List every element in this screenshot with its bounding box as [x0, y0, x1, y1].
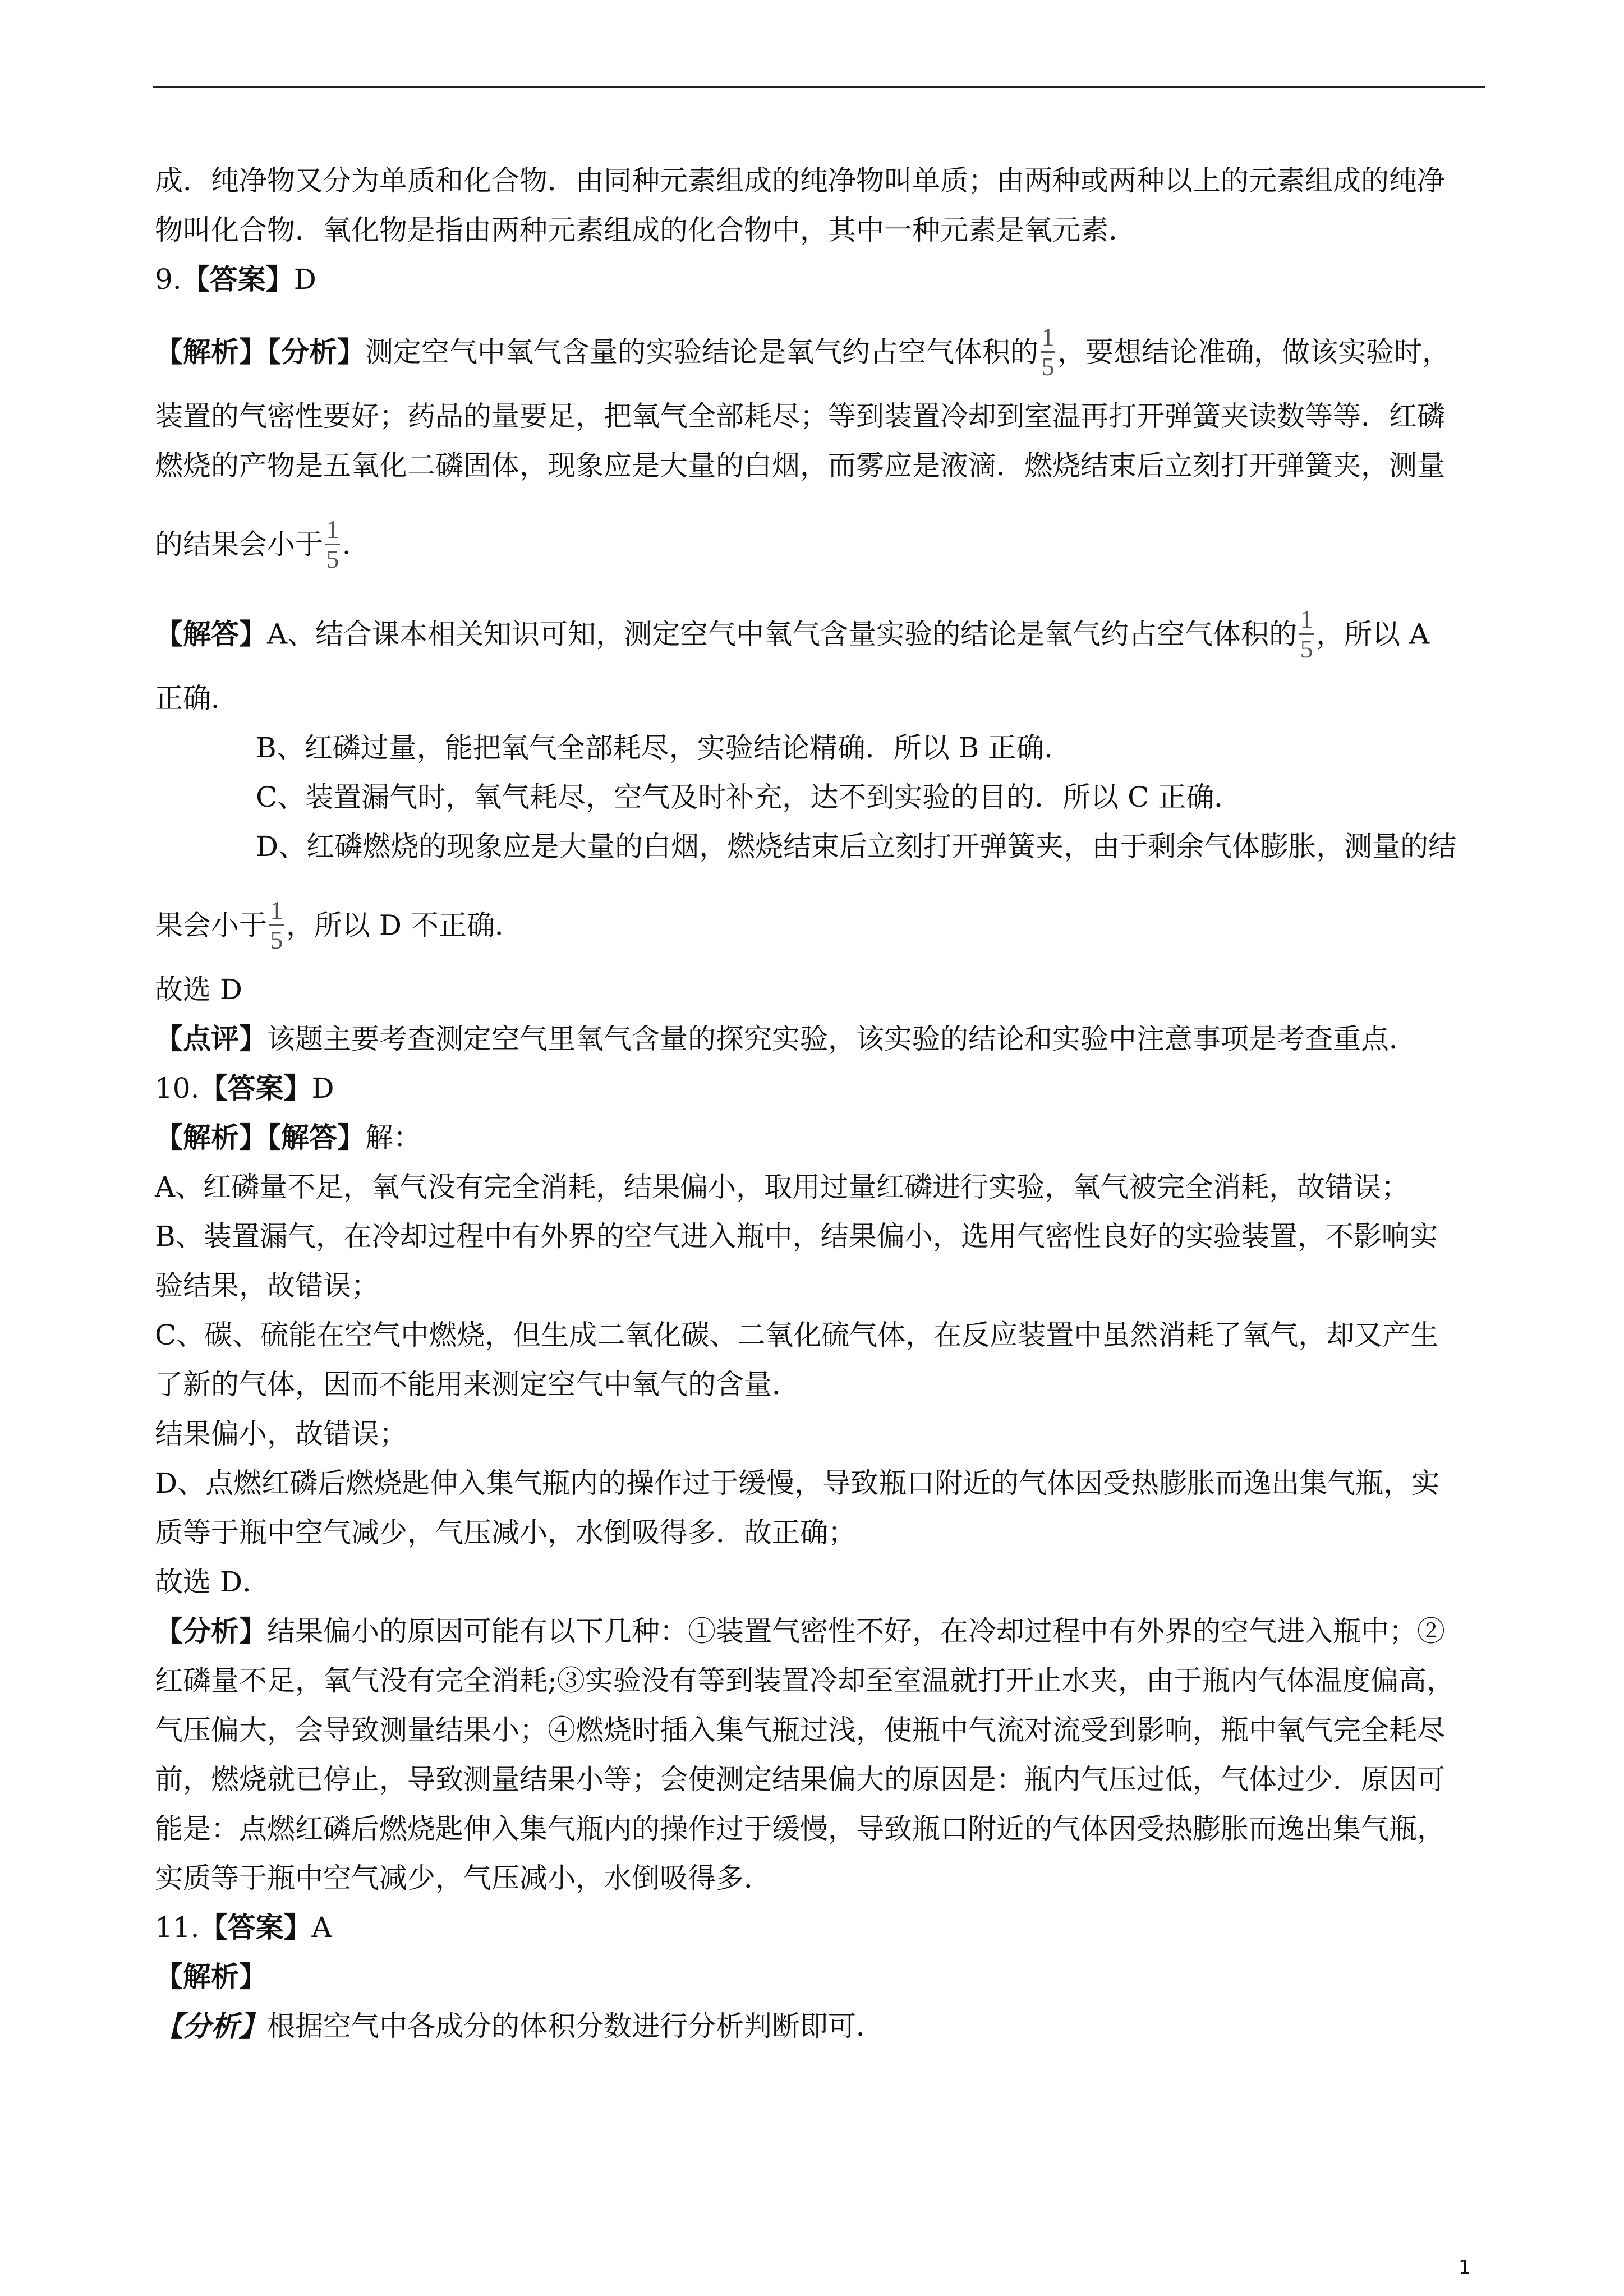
text-span: A、结合课本相关知识可知，测定空气中氧气含量实验的结论是氧气约占空气体积的 — [267, 618, 1298, 651]
text-line: B、装置漏气，在冷却过程中有外界的空气进入瓶中，结果偏小，选用气密性良好的实验装置，不影响实 — [155, 1220, 1438, 1253]
fraction-denominator: 5 — [1300, 634, 1313, 663]
text-line: 正确． — [155, 682, 239, 715]
analysis-line — [155, 1959, 267, 1995]
text-line: 故选 D． — [155, 1566, 270, 1598]
analysis-line — [155, 2008, 884, 2044]
text-line: 成．纯净物又分为单质和化合物．由同种元素组成的纯净物叫单质；由两种或两种以上的元素组成的纯净 — [155, 164, 1445, 197]
analysis-tag: 【解析】 — [155, 1960, 267, 1993]
text-line: 结果偏小，故错误； — [155, 1418, 407, 1450]
analysis-tag: 【分析】 — [155, 2009, 267, 2042]
answer-value: D — [311, 1072, 334, 1105]
text-line: C、碳、硫能在空气中燃烧，但生成二氧化碳、二氧化硫气体，在反应装置中虽然消耗了氧气，却又产生 — [155, 1319, 1439, 1351]
fraction-numerator: 1 — [1041, 323, 1055, 351]
text-line: B、红磷过量，能把氧气全部耗尽，实验结论精确．所以 B 正确． — [256, 731, 1073, 764]
answer-line-9 — [155, 261, 316, 297]
text-span: ，所以 A — [1316, 618, 1430, 651]
fraction-denominator: 5 — [270, 926, 283, 954]
text-line: 验结果，故错误； — [155, 1269, 379, 1302]
text-line: C、装置漏气时，氧气耗尽，空气及时补充，达不到实验的目的．所以 C 正确． — [256, 781, 1243, 813]
text-line: 质等于瓶中空气减少，气压减小，水倒吸得多．故正确； — [155, 1516, 856, 1549]
text-line: 能是：点燃红磷后燃烧匙伸入集气瓶内的操作过于缓慢，导致瓶口附近的气体因受热膨胀而逸出集气瓶， — [155, 1812, 1445, 1845]
solution-line — [155, 605, 1430, 663]
text-line: A、红磷量不足，氧气没有完全消耗，结果偏小，取用过量红磷进行实验，氧气被完全消耗，故错误； — [155, 1171, 1410, 1203]
text-span: 测定空气中氧气含量的实验结论是氧气约占空气体积的 — [365, 335, 1038, 369]
fraction-numerator: 1 — [270, 896, 283, 924]
text-span: 结果偏小的原因可能有以下几种：①装置气密性不好，在冷却过程中有外界的空气进入瓶中；② — [267, 1615, 1445, 1648]
question-number: 9. — [155, 263, 182, 296]
text-line: 燃烧的产物是五氧化二磷固体，现象应是大量的白烟，而雾应是液滴．燃烧结束后立刻打开弹簧夹，测量 — [155, 449, 1445, 482]
text-line: 气压偏大，会导致测量结果小；④燃烧时插入集气瓶过浅，使瓶中气流对流受到影响，瓶中氧气完全耗尽 — [155, 1714, 1445, 1746]
fraction-numerator: 1 — [1300, 605, 1313, 633]
header-rule — [153, 86, 1485, 88]
fraction-numerator: 1 — [326, 515, 339, 544]
analysis-line — [155, 1613, 1445, 1649]
fraction-one-fifth — [1041, 324, 1055, 380]
answer-line-10 — [155, 1070, 334, 1106]
text-span: ，所以 D 不正确． — [286, 909, 523, 942]
text-line: 实质等于瓶中空气减少，气压减小，水倒吸得多． — [155, 1862, 772, 1894]
solution-tag: 【解答】 — [155, 617, 267, 651]
analysis-tag: 【分析】 — [155, 1614, 267, 1648]
fraction-denominator: 5 — [326, 545, 339, 573]
text-line: 故选 D — [155, 973, 242, 1006]
text-span: 该题主要考查测定空气里氧气含量的探究实验，该实验的结论和实验中注意事项是考查重点． — [267, 1023, 1417, 1055]
fraction-one-fifth — [269, 898, 284, 953]
text-span: 解： — [365, 1121, 421, 1154]
text-line — [155, 515, 370, 573]
text-span: 根据空气中各成分的体积分数进行分析判断即可． — [267, 2010, 884, 2042]
text-span: 果会小于 — [155, 909, 267, 942]
analysis-tag: 【解析】【解答】 — [155, 1121, 365, 1154]
fraction-denominator: 5 — [1041, 352, 1055, 381]
fraction-one-fifth — [1299, 606, 1314, 662]
text-line — [155, 896, 523, 954]
text-span: ，要想结论准确，做该实验时， — [1057, 335, 1450, 369]
analysis-line — [155, 1120, 421, 1156]
answer-tag: 【答案】 — [199, 1911, 312, 1944]
fraction-one-fifth — [325, 517, 340, 572]
analysis-tag: 【解析】【分析】 — [155, 335, 365, 369]
comment-line — [155, 1021, 1417, 1057]
text-line: 物叫化合物．氧化物是指由两种元素组成的化合物中，其中一种元素是氧元素． — [155, 214, 1137, 246]
text-line: 前，燃烧就已停止，导致测量结果小等；会使测定结果偏大的原因是：瓶内气压过低，气体过少．原因可 — [155, 1763, 1445, 1796]
analysis-line — [155, 323, 1450, 381]
page-number: 1 — [1459, 2256, 1471, 2279]
question-number: 10. — [155, 1072, 200, 1105]
answer-line-11 — [155, 1910, 332, 1945]
answer-value: A — [311, 1911, 332, 1944]
comment-tag: 【点评】 — [155, 1022, 267, 1055]
text-line: 红磷量不足，氧气没有完全消耗;③实验没有等到装置冷却至室温就打开止水夹，由于瓶内气体温度偏高， — [155, 1664, 1455, 1697]
text-span: ． — [342, 528, 370, 561]
text-line: 装置的气密性要好；药品的量要足，把氧气全部耗尽；等到装置冷却到室温再打开弹簧夹读数等等．红磷 — [155, 400, 1445, 432]
answer-value: D — [293, 263, 316, 296]
text-line: 了新的气体，因而不能用来测定空气中氧气的含量． — [155, 1368, 800, 1401]
answer-tag: 【答案】 — [199, 1071, 312, 1105]
text-span: 的结果会小于 — [155, 528, 323, 561]
answer-tag: 【答案】 — [181, 263, 294, 296]
question-number: 11. — [155, 1911, 200, 1944]
text-line: D、红磷燃烧的现象应是大量的白烟，燃烧结束后立刻打开弹簧夹，由于剩余气体膨胀，测量的结 — [256, 830, 1457, 863]
text-line: D、点燃红磷后燃烧匙伸入集气瓶内的操作过于缓慢，导致瓶口附近的气体因受热膨胀而逸出集气瓶，实 — [155, 1467, 1440, 1499]
